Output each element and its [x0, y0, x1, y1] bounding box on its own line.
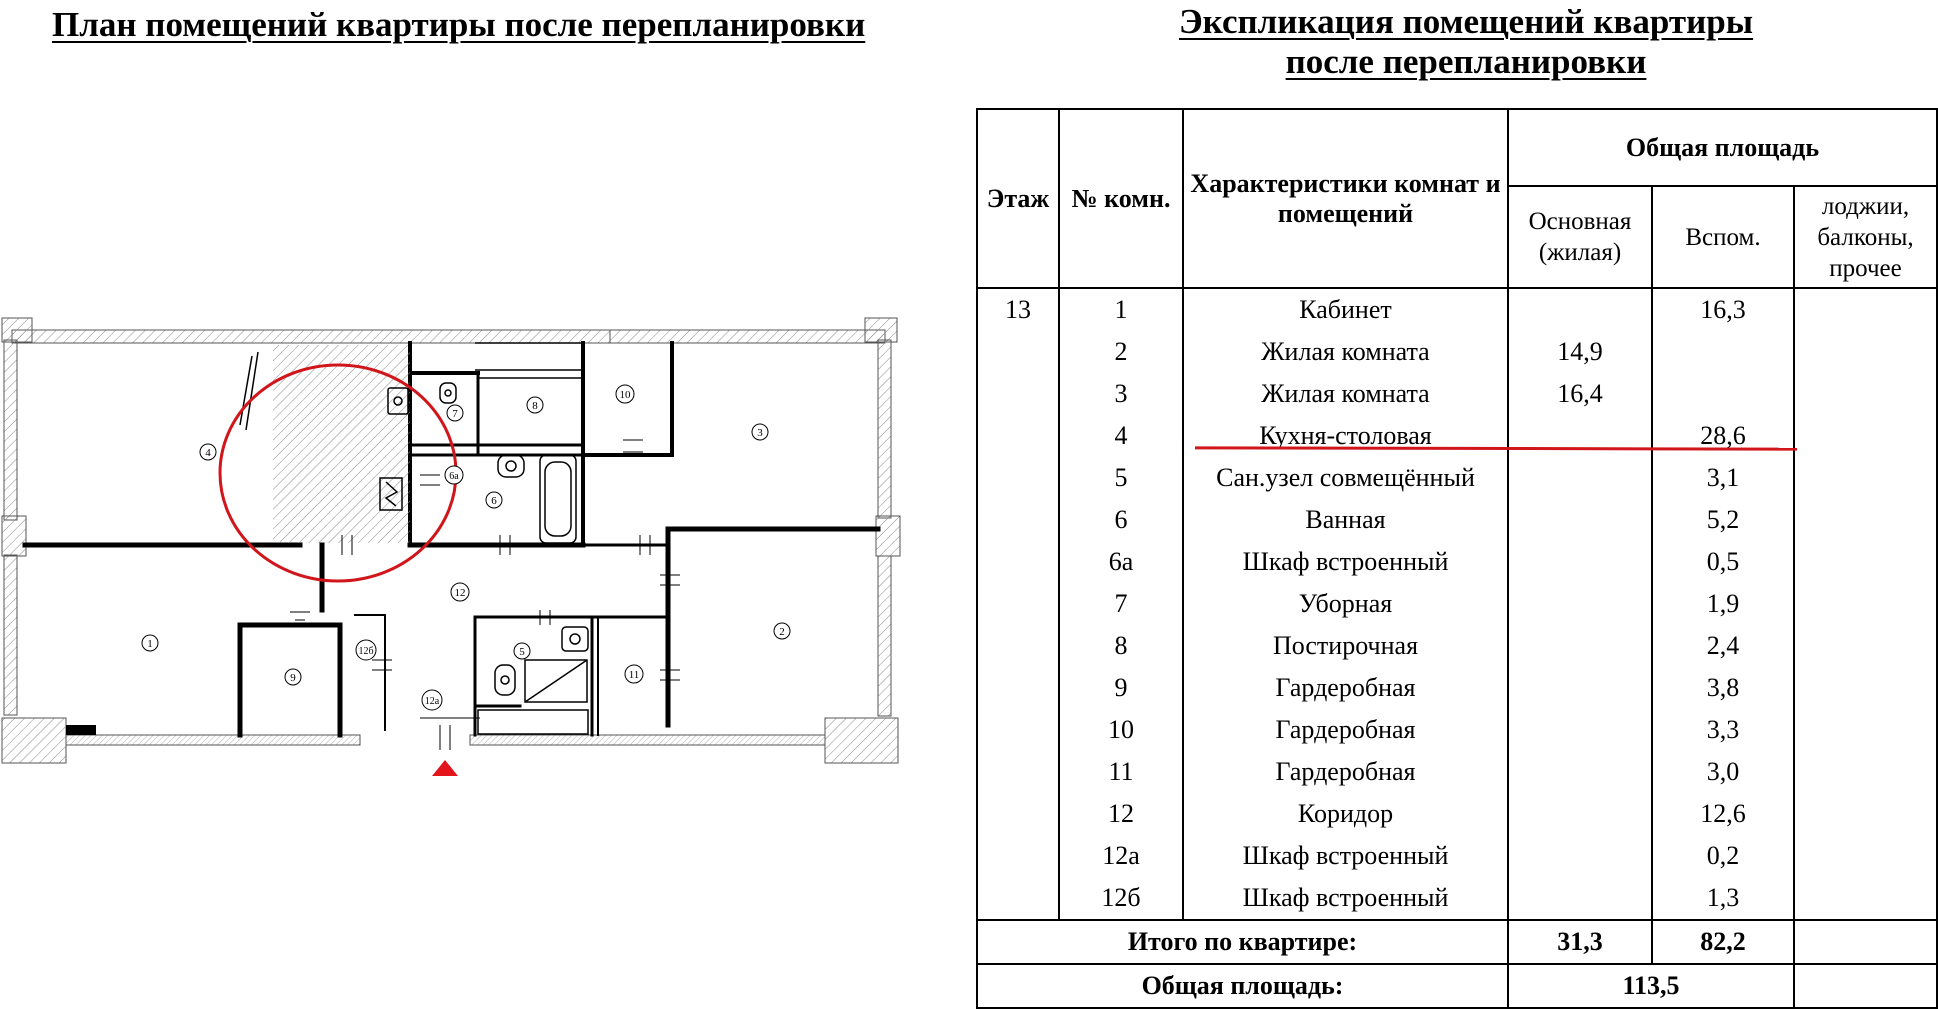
table-row: [977, 877, 1937, 920]
table-row: [977, 331, 1937, 373]
row-main-area: 14,9: [1508, 331, 1652, 373]
row-aux-area: 0,5: [1652, 541, 1794, 583]
svg-text:12: 12: [454, 587, 466, 599]
row-aux-area: [1652, 373, 1794, 415]
explication-title-line1: Экспликация помещений квартиры: [1178, 2, 1754, 41]
row-room-number: 6а: [1059, 541, 1183, 583]
row-aux-area: [1652, 331, 1794, 373]
row-name: Кабинет: [1183, 288, 1508, 331]
svg-text:5: 5: [519, 646, 525, 658]
svg-text:6: 6: [491, 495, 497, 507]
room-label-2: [774, 623, 790, 639]
row-room-number: 11: [1059, 751, 1183, 793]
row-aux-area: 12,6: [1652, 793, 1794, 835]
row-other-area: [1794, 288, 1937, 331]
row-main-area: [1508, 877, 1652, 920]
row-other-area: [1794, 877, 1937, 920]
room-label-10: [616, 385, 634, 403]
table-row: [977, 415, 1937, 457]
row-name: Кухня-столовая: [1183, 415, 1508, 457]
svg-text:11: 11: [628, 669, 640, 681]
row-other-area: [1794, 751, 1937, 793]
row-room-number: 5: [1059, 457, 1183, 499]
row-floor: [977, 457, 1059, 499]
room-label-1: [142, 635, 158, 651]
row-other-area: [1794, 709, 1937, 751]
row-floor: [977, 751, 1059, 793]
header-floor: Этаж: [977, 109, 1059, 288]
room-label-9: [285, 669, 301, 685]
row-main-area: [1508, 625, 1652, 667]
svg-text:4: 4: [205, 447, 211, 459]
row-name: Жилая комната: [1183, 373, 1508, 415]
room-label-8: [527, 397, 543, 413]
entrance-marker-icon: [432, 760, 458, 776]
row-main-area: [1508, 415, 1652, 457]
row-other-area: [1794, 835, 1937, 877]
row-main-area: [1508, 499, 1652, 541]
row-main-area: [1508, 541, 1652, 583]
row-aux-area: 28,6: [1652, 415, 1794, 457]
row-room-number: 12а: [1059, 835, 1183, 877]
row-floor: [977, 793, 1059, 835]
row-floor: [977, 499, 1059, 541]
row-other-area: [1794, 499, 1937, 541]
room-label-6a: [445, 466, 463, 484]
explication-table: [976, 108, 1938, 1009]
row-name: Гардеробная: [1183, 709, 1508, 751]
header-total-area: Общая площадь: [1508, 109, 1937, 186]
row-main-area: [1508, 709, 1652, 751]
total-main: 31,3: [1508, 920, 1652, 964]
table-row: [977, 583, 1937, 625]
row-aux-area: 16,3: [1652, 288, 1794, 331]
row-name: Гардеробная: [1183, 667, 1508, 709]
row-other-area: [1794, 793, 1937, 835]
row-aux-area: 3,0: [1652, 751, 1794, 793]
row-aux-area: 3,8: [1652, 667, 1794, 709]
row-main-area: [1508, 288, 1652, 331]
row-floor: [977, 331, 1059, 373]
row-room-number: 7: [1059, 583, 1183, 625]
row-room-number: 2: [1059, 331, 1183, 373]
row-room-number: 1: [1059, 288, 1183, 331]
svg-text:2: 2: [779, 626, 785, 638]
svg-text:12а: 12а: [424, 696, 440, 707]
grand-total-value: 113,5: [1508, 964, 1794, 1008]
row-other-area: [1794, 667, 1937, 709]
total-aux: 82,2: [1652, 920, 1794, 964]
exterior-walls: [2, 318, 900, 763]
row-room-number: 6: [1059, 499, 1183, 541]
room-label-12a: [422, 690, 442, 710]
row-name: Уборная: [1183, 583, 1508, 625]
table-row: [977, 541, 1937, 583]
row-aux-area: 1,9: [1652, 583, 1794, 625]
table-row: [977, 499, 1937, 541]
row-name: Шкаф встроенный: [1183, 835, 1508, 877]
floor-plan: [0, 300, 910, 785]
row-other-area: [1794, 625, 1937, 667]
row-room-number: 12б: [1059, 877, 1183, 920]
total-label: Итого по квартире:: [977, 920, 1508, 964]
grand-total-label: Общая площадь:: [977, 964, 1508, 1008]
row-name: Гардеробная: [1183, 751, 1508, 793]
header-main-area: Основная (жилая): [1508, 186, 1652, 288]
row-name: Сан.узел совмещённый: [1183, 457, 1508, 499]
svg-text:3: 3: [757, 427, 763, 439]
svg-text:1: 1: [147, 638, 153, 650]
row-main-area: [1508, 583, 1652, 625]
room-label-7: [447, 405, 463, 421]
row-main-area: [1508, 835, 1652, 877]
row-room-number: 3: [1059, 373, 1183, 415]
room-label-11: [625, 665, 643, 683]
row-room-number: 8: [1059, 625, 1183, 667]
row-floor: [977, 415, 1059, 457]
row-aux-area: 3,3: [1652, 709, 1794, 751]
row-main-area: [1508, 667, 1652, 709]
header-aux-area: Вспом.: [1652, 186, 1794, 288]
header-loggias: лоджии, балконы, прочее: [1794, 186, 1937, 288]
row-room-number: 4: [1059, 415, 1183, 457]
row-floor: [977, 667, 1059, 709]
row-main-area: [1508, 793, 1652, 835]
row-aux-area: 2,4: [1652, 625, 1794, 667]
header-characteristics: Характеристики комнат и помещений: [1183, 109, 1508, 288]
row-name: Жилая комната: [1183, 331, 1508, 373]
grand-total-other: [1794, 964, 1937, 1008]
row-aux-area: 5,2: [1652, 499, 1794, 541]
floor-plan-drawing: [0, 300, 910, 780]
svg-text:9: 9: [290, 672, 296, 684]
table-row: [977, 793, 1937, 835]
row-floor: [977, 835, 1059, 877]
table-row: [977, 457, 1937, 499]
plan-title: План помещений квартиры после перепланировки: [52, 5, 866, 44]
table-row: [977, 835, 1937, 877]
row-aux-area: 3,1: [1652, 457, 1794, 499]
row-name: Ванная: [1183, 499, 1508, 541]
table-row: [977, 288, 1937, 331]
svg-text:8: 8: [532, 400, 538, 412]
row-room-number: 10: [1059, 709, 1183, 751]
row-aux-area: 0,2: [1652, 835, 1794, 877]
row-other-area: [1794, 583, 1937, 625]
table-row: [977, 667, 1937, 709]
room-label-12: [451, 583, 469, 601]
row-aux-area: 1,3: [1652, 877, 1794, 920]
row-name: Коридор: [1183, 793, 1508, 835]
row-floor: [977, 709, 1059, 751]
total-other: [1794, 920, 1937, 964]
row-other-area: [1794, 457, 1937, 499]
row-floor: [977, 583, 1059, 625]
svg-text:10: 10: [619, 389, 631, 401]
row-other-area: [1794, 541, 1937, 583]
interior-walls: [25, 343, 878, 735]
table-row: [977, 709, 1937, 751]
row-main-area: [1508, 457, 1652, 499]
svg-text:7: 7: [452, 408, 458, 420]
row-other-area: [1794, 415, 1937, 457]
row-floor: [977, 625, 1059, 667]
row-floor: [977, 877, 1059, 920]
table-row: [977, 625, 1937, 667]
table-row: [977, 373, 1937, 415]
row-other-area: [1794, 373, 1937, 415]
room-label-4: [200, 444, 216, 460]
room-label-5: [514, 643, 530, 659]
svg-text:12б: 12б: [358, 646, 374, 657]
row-room-number: 12: [1059, 793, 1183, 835]
row-name: Шкаф встроенный: [1183, 877, 1508, 920]
row-other-area: [1794, 331, 1937, 373]
row-name: Шкаф встроенный: [1183, 541, 1508, 583]
room-label-3: [752, 424, 768, 440]
svg-text:6а: 6а: [449, 471, 459, 482]
table-row: [977, 751, 1937, 793]
explication-title: [1135, 2, 1797, 82]
explication-title-line2: после перепланировки: [1285, 42, 1647, 81]
row-floor: [977, 373, 1059, 415]
row-floor: [977, 541, 1059, 583]
row-main-area: 16,4: [1508, 373, 1652, 415]
room-label-6: [486, 492, 502, 508]
row-room-number: 9: [1059, 667, 1183, 709]
header-room-number: № комн.: [1059, 109, 1183, 288]
room-label-12b: [356, 640, 376, 660]
row-name: Постирочная: [1183, 625, 1508, 667]
row-main-area: [1508, 751, 1652, 793]
row-floor: 13: [977, 288, 1059, 331]
